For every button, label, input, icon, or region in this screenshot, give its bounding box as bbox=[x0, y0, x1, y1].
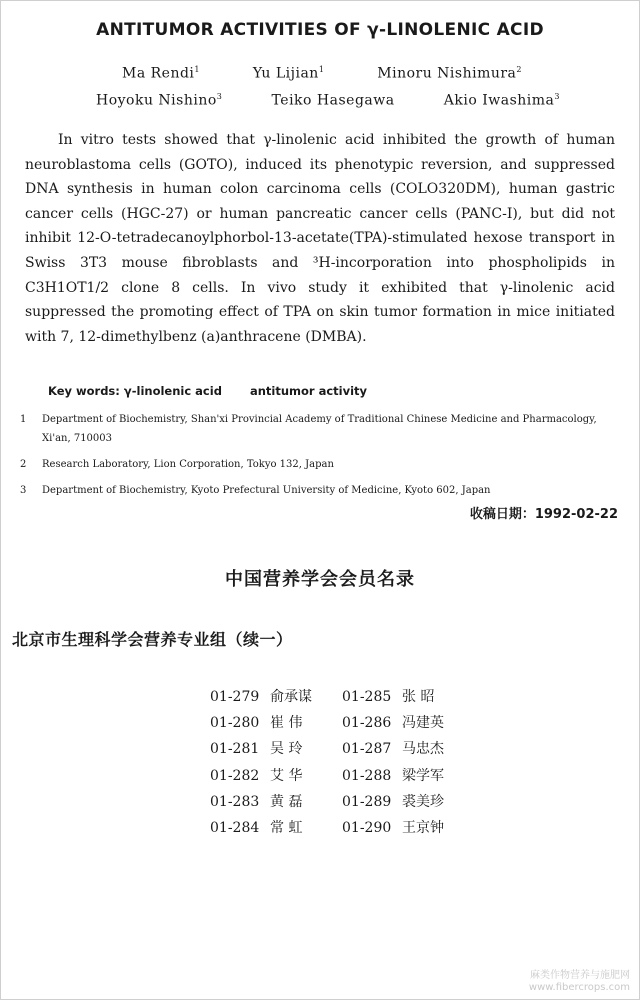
member-entry bbox=[342, 763, 474, 789]
member-entry bbox=[210, 684, 342, 710]
member-entry bbox=[210, 710, 342, 736]
keyword-term: γ-linolenic acid bbox=[123, 384, 222, 398]
member-code: 01-281 bbox=[210, 741, 260, 758]
affiliation-footnotes bbox=[20, 410, 620, 507]
member-entry bbox=[210, 736, 342, 762]
watermark-line: 麻类作物营养与施肥网 bbox=[530, 970, 630, 981]
author: Teiko Hasegawa bbox=[271, 92, 395, 109]
member-entry bbox=[342, 684, 474, 710]
keyword-term: antitumor activity bbox=[249, 384, 368, 398]
member-entry bbox=[210, 763, 342, 789]
author: Ma Rendi$^1$ bbox=[122, 65, 201, 82]
footnote bbox=[20, 410, 620, 448]
section-heading: 中国营养学会会员名录 bbox=[225, 569, 415, 590]
member-name: 张 昭 bbox=[402, 689, 435, 705]
abstract-paragraph: In vitro tests showed that γ-linolenic acid inhibited the growth of human neuroblastoma cells (GOTO), induced its phenotypic reversion, and suppressed DNA synthesis in human colon carcinoma cells (COLO320DM), human gastric cancer cells (HGC-27) or human pancreatic cancer cells (PANC-I), but did not inhibit 12-O-tetradecanoylphorbol-13-acetate(TPA)-stimulated hexose transport in Swiss 3T3 mouse fibroblasts and ³H-incorporation into phospholipids in C3H1OT1/2 clone 8 cells. In vivo study it exhibited that γ-linolenic acid suppressed the promoting effect of TPA on skin tumor formation in mice initiated with 7, 12-dimethylbenz (a)anthracene (DMBA). bbox=[25, 132, 615, 345]
author-row-1 bbox=[122, 65, 522, 82]
member-name: 马忠杰 bbox=[402, 741, 444, 758]
member-row bbox=[210, 684, 474, 710]
footnote-text: Department of Biochemistry, Shan'xi Provincial Academy of Traditional Chinese Medicine and Pharmacology, Xi'an, 710003 bbox=[42, 414, 597, 444]
member-code: 01-284 bbox=[210, 820, 260, 837]
member-list bbox=[210, 684, 474, 841]
site-watermark bbox=[529, 970, 630, 994]
member-code: 01-282 bbox=[210, 767, 260, 784]
footnote-text: Department of Biochemistry, Kyoto Prefectural University of Medicine, Kyoto 602, Japan bbox=[42, 485, 491, 496]
author-row-2 bbox=[96, 92, 560, 109]
member-entry bbox=[342, 789, 474, 815]
member-row bbox=[210, 710, 474, 736]
footnote bbox=[20, 455, 620, 474]
member-code: 01-280 bbox=[210, 715, 260, 732]
member-name: 黄 磊 bbox=[270, 793, 303, 810]
member-code: 01-286 bbox=[342, 715, 392, 732]
author: Akio Iwashima$^3$ bbox=[443, 92, 560, 109]
member-entry bbox=[210, 789, 342, 815]
member-entry bbox=[342, 710, 474, 736]
member-name: 梁学军 bbox=[402, 767, 444, 784]
member-row bbox=[210, 763, 474, 789]
author: Minoru Nishimura$^2$ bbox=[377, 65, 522, 82]
member-code: 01-285 bbox=[342, 689, 392, 705]
member-code: 01-290 bbox=[342, 820, 392, 837]
member-name: 冯建英 bbox=[402, 715, 444, 732]
member-code: 01-283 bbox=[210, 793, 260, 810]
footnote-number: 2 bbox=[20, 459, 27, 470]
footnote bbox=[20, 481, 620, 500]
footnote-number: 1 bbox=[20, 414, 27, 425]
member-name: 王京钟 bbox=[402, 820, 444, 837]
member-code: 01-279 bbox=[210, 689, 260, 705]
member-row bbox=[210, 789, 474, 815]
member-row bbox=[210, 815, 474, 841]
member-code: 01-287 bbox=[342, 741, 392, 758]
author: Yu Lijian$^1$ bbox=[252, 65, 325, 82]
member-entry bbox=[342, 736, 474, 762]
member-code: 01-289 bbox=[342, 793, 392, 810]
member-name: 艾 华 bbox=[270, 767, 303, 784]
member-name: 俞承谋 bbox=[270, 689, 312, 705]
member-name: 吴 玲 bbox=[270, 741, 303, 758]
keywords-line bbox=[48, 384, 367, 398]
member-entry bbox=[210, 815, 342, 841]
member-name: 裘美珍 bbox=[402, 793, 444, 810]
paper-title: ANTITUMOR ACTIVITIES OF γ-LINOLENIC ACID bbox=[96, 20, 544, 40]
keywords-label: Key words: bbox=[48, 384, 120, 398]
member-name: 崔 伟 bbox=[270, 715, 303, 732]
received-date: 收稿日期：1992-02-22 bbox=[469, 507, 618, 522]
member-row bbox=[210, 736, 474, 762]
member-name: 常 虹 bbox=[270, 820, 303, 837]
footnote-number: 3 bbox=[20, 485, 27, 496]
author: Hoyoku Nishino$^3$ bbox=[96, 92, 223, 109]
watermark-line: www.fibercrops.com bbox=[528, 982, 630, 993]
subsection-heading: 北京市生理科学会营养专业组（续一） bbox=[12, 630, 293, 649]
member-entry bbox=[342, 815, 474, 841]
footnote-text: Research Laboratory, Lion Corporation, Tokyo 132, Japan bbox=[42, 459, 334, 470]
member-code: 01-288 bbox=[342, 767, 392, 784]
